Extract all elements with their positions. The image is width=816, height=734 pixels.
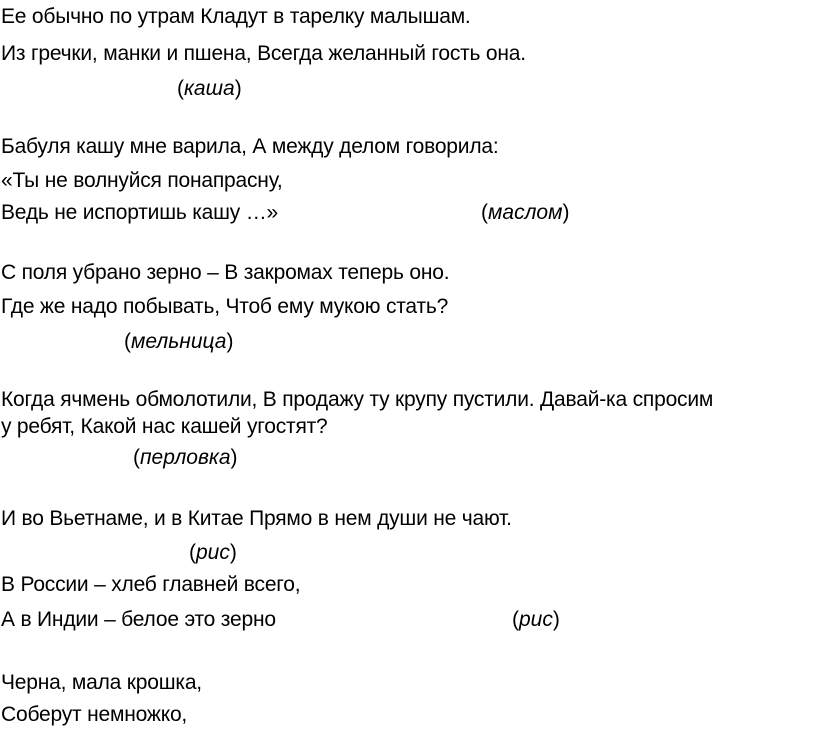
riddle-6-answer: (рис) bbox=[512, 608, 560, 631]
riddle-7-line-2: Соберут немножко, bbox=[1, 703, 188, 726]
riddle-2-line-3: Ведь не испортишь кашу …» bbox=[1, 201, 279, 224]
riddle-4-answer: (перловка) bbox=[133, 446, 238, 469]
riddle-4-line-1: Когда ячмень обмолотили, В продажу ту крупу пустили. Давай-ка спросим bbox=[1, 388, 714, 411]
riddle-2-answer: (маслом) bbox=[481, 201, 570, 224]
riddle-6-line-2: А в Индии – белое это зерно bbox=[1, 608, 276, 631]
riddle-6-line-1: В России – хлеб главней всего, bbox=[1, 573, 301, 596]
riddle-1-answer-word: каша bbox=[184, 77, 235, 100]
riddle-3-line-2: Где же надо побывать, Чтоб ему мукою стать? bbox=[1, 295, 449, 318]
riddle-3-answer: (мельница) bbox=[124, 330, 234, 353]
riddle-5-answer-word: рис bbox=[196, 541, 230, 564]
riddle-3-line-1: С поля убрано зерно – В закромах теперь оно. bbox=[1, 261, 450, 284]
riddle-2-line-1: Бабуля кашу мне варила, А между делом говорила: bbox=[1, 135, 499, 158]
riddle-4-line-2: у ребят, Какой нас кашей угостят? bbox=[1, 415, 328, 438]
riddle-1-line-2: Из гречки, манки и пшена, Всегда желанный гость она. bbox=[1, 42, 526, 65]
riddle-7-line-1: Черна, мала крошка, bbox=[1, 671, 202, 694]
riddle-1-answer: (каша) bbox=[177, 77, 242, 100]
riddle-3-answer-word: мельница bbox=[131, 330, 227, 353]
riddle-2-line-2: «Ты не волнуйся понапрасну, bbox=[1, 169, 283, 192]
riddle-6-answer-word: рис bbox=[519, 608, 553, 631]
riddle-5-answer: (рис) bbox=[189, 541, 237, 564]
riddle-2-answer-word: маслом bbox=[488, 201, 563, 224]
riddle-1-line-1: Ее обычно по утрам Кладут в тарелку малышам. bbox=[1, 5, 471, 28]
riddle-4-answer-word: перловка bbox=[140, 446, 231, 469]
riddle-5-line-1: И во Вьетнаме, и в Китае Прямо в нем души не чают. bbox=[1, 507, 512, 530]
